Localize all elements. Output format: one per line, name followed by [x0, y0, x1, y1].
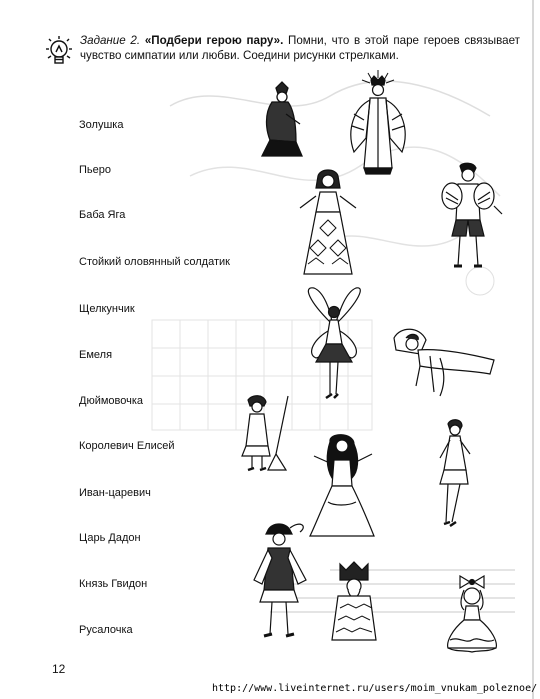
slim-dancer-figure[interactable]: [432, 418, 478, 532]
footer-url[interactable]: http://www.liveinternet.ru/users/moim_vnukam_poleznoe/: [212, 683, 538, 694]
character-name[interactable]: Стойкий оловянный солдатик: [79, 256, 230, 268]
task-title: «Подбери герою пару».: [144, 34, 284, 47]
character-name[interactable]: Русалочка: [79, 624, 133, 636]
sun-crowned-tsar-figure[interactable]: [340, 68, 416, 176]
character-name[interactable]: Князь Гвидон: [79, 578, 148, 590]
girl-with-bow-figure[interactable]: [442, 570, 502, 654]
character-name[interactable]: Дюймовочка: [79, 395, 144, 407]
character-name[interactable]: Иван-царевич: [79, 487, 151, 499]
lightbulb-icon: [42, 34, 76, 70]
character-name[interactable]: Щелкунчик: [79, 303, 135, 315]
task-number: Задание 2.: [80, 34, 141, 47]
winged-fairy-figure[interactable]: [300, 282, 370, 404]
character-name[interactable]: Царь Дадон: [79, 532, 141, 544]
character-name[interactable]: Емеля: [79, 349, 113, 361]
tall-crowned-tsar-figure[interactable]: [326, 560, 382, 644]
feathered-hat-prince-figure[interactable]: [250, 520, 312, 642]
page-edge-shadow: [532, 0, 534, 699]
hunched-old-woman-figure[interactable]: [256, 80, 308, 160]
prince-puffed-sleeves-figure[interactable]: [432, 162, 504, 272]
task-instructions: [80, 33, 520, 63]
character-name[interactable]: Баба Яга: [79, 209, 126, 221]
character-name[interactable]: Королевич Елисей: [79, 440, 175, 452]
long-haired-girl-gown-figure[interactable]: [308, 432, 380, 542]
character-name[interactable]: Пьеро: [79, 164, 111, 176]
girl-with-broom-figure[interactable]: [238, 394, 294, 474]
task-text: Помни, что в этой паре героев связывает чувство симпатии или любви. Соедини рисунки стрелками.: [80, 34, 520, 62]
page-number: 12: [52, 662, 66, 676]
sleeping-princess-figure[interactable]: [390, 326, 500, 400]
maiden-patterned-dress-figure[interactable]: [296, 168, 360, 278]
character-name[interactable]: Золушка: [79, 119, 124, 131]
